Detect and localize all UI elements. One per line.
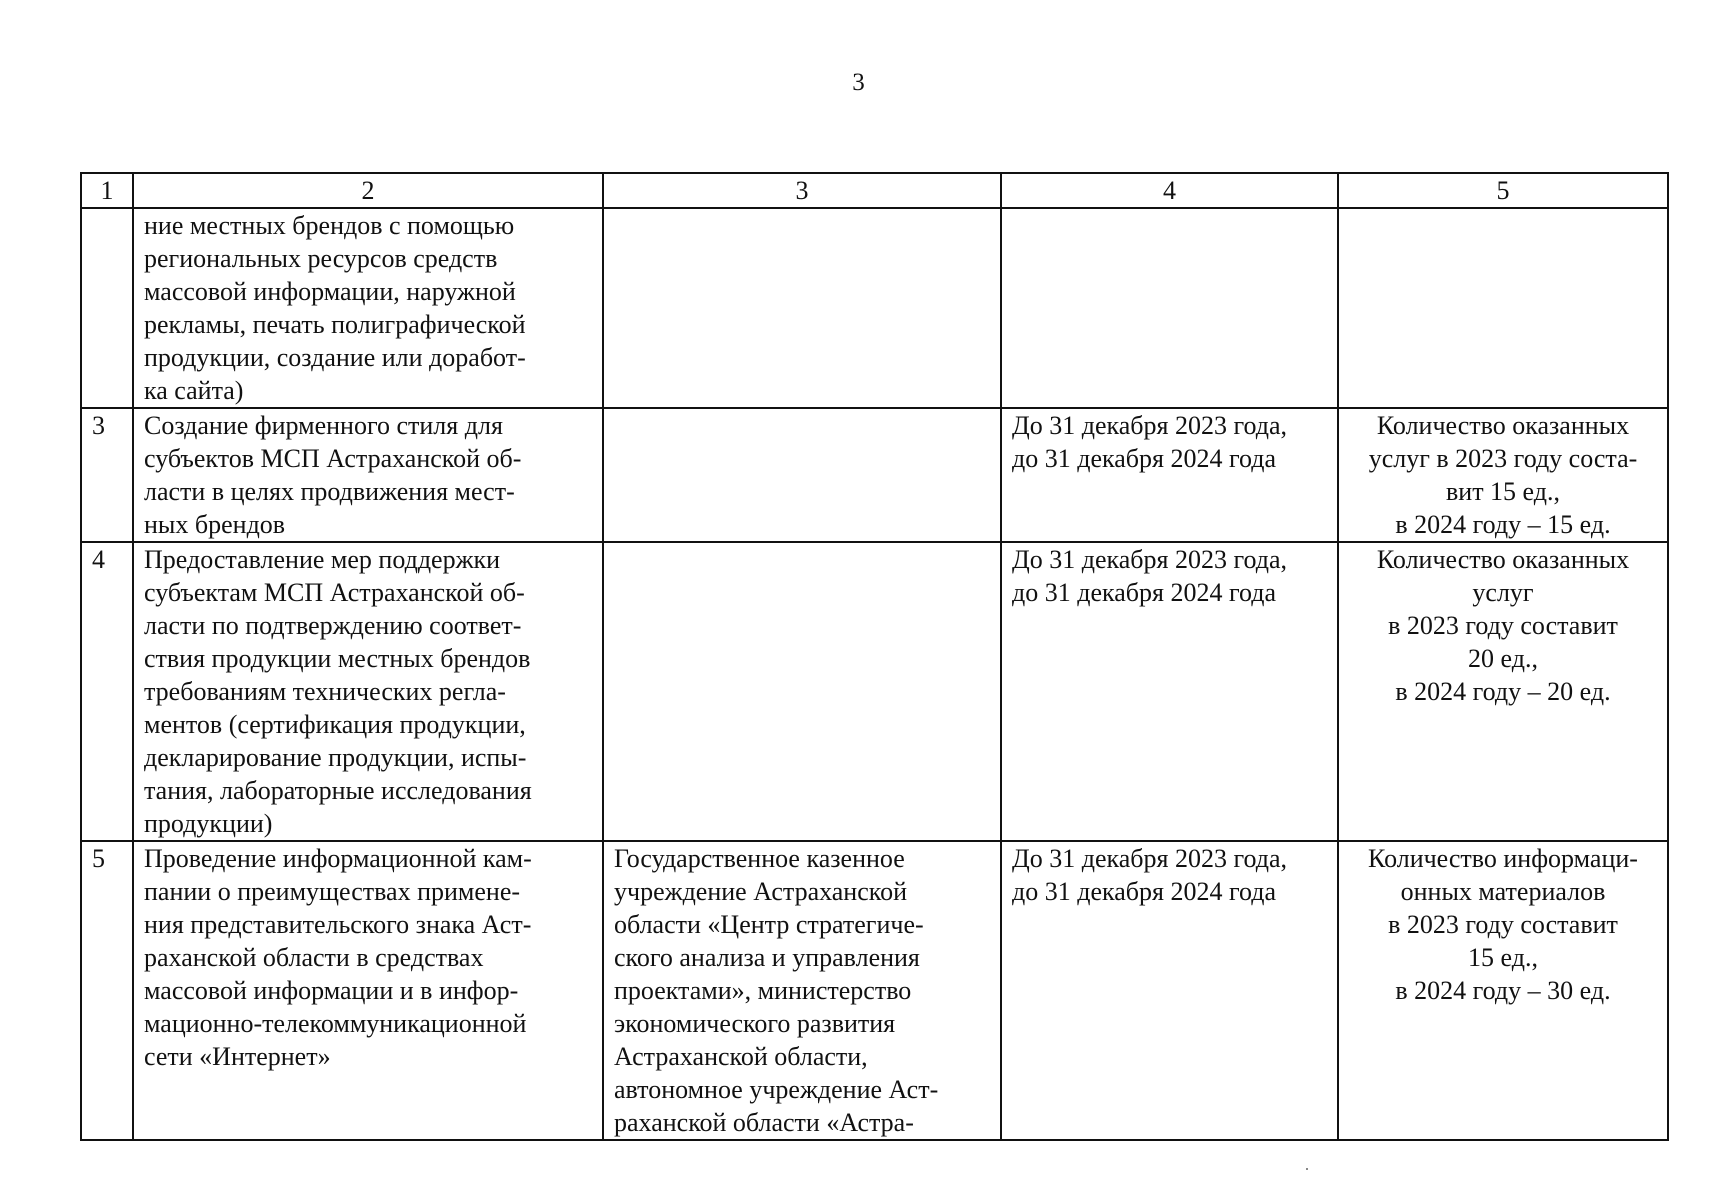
text-line: декларирование продукции, испы- (144, 743, 527, 772)
text-line: экономического развития (614, 1009, 896, 1038)
text-line: Количество информаци- (1368, 844, 1638, 873)
text-line: пании о преимуществах примене- (144, 877, 521, 906)
text-line: Количество оказанных (1376, 411, 1630, 440)
measure-description (133, 841, 603, 1140)
text-line: тания, лабораторные исследования (144, 776, 532, 805)
executor-cell (603, 841, 1001, 1140)
text-line: раханской области «Астра- (614, 1108, 914, 1137)
text-line: субъектам МСП Астраханской об- (144, 578, 525, 607)
measure-description (133, 408, 603, 542)
text-line: в 2023 году составит (1388, 910, 1618, 939)
text-line: в 2024 году – 20 ед. (1395, 677, 1611, 706)
text-line: проектами», министерство (614, 976, 912, 1005)
text-line: до 31 декабря 2024 года (1012, 877, 1276, 906)
text-line: в 2024 году – 30 ед. (1395, 976, 1611, 1005)
text-line: до 31 декабря 2024 года (1012, 578, 1276, 607)
result-cell (1338, 841, 1668, 1140)
text-line: требованиям технических регла- (144, 677, 506, 706)
text-line: до 31 декабря 2024 года (1012, 444, 1276, 473)
text-line: в 2023 году составит (1388, 611, 1618, 640)
row-number (81, 208, 133, 408)
text-line: До 31 декабря 2023 года, (1012, 411, 1288, 440)
text-line: субъектов МСП Астраханской об- (144, 444, 522, 473)
header-col-2: 2 (133, 173, 603, 208)
table-header-row (81, 173, 1668, 208)
measure-description (133, 542, 603, 841)
text-line: До 31 декабря 2023 года, (1012, 545, 1288, 574)
header-col-3: 3 (603, 173, 1001, 208)
text-line: услуг в 2023 году соста- (1368, 444, 1638, 473)
row-number: 4 (81, 542, 133, 841)
row-number: 3 (81, 408, 133, 542)
scan-speck (1306, 1168, 1308, 1170)
text-line: учреждение Астраханской (614, 877, 907, 906)
text-line: в 2024 году – 15 ед. (1395, 510, 1611, 539)
header-col-1: 1 (81, 173, 133, 208)
text-line: ментов (сертификация продукции, (144, 710, 526, 739)
text-line: Астраханской области, (614, 1042, 868, 1071)
text-line: продукции, создание или доработ- (144, 343, 526, 372)
text-line: вит 15 ед., (1446, 477, 1560, 506)
text-line: До 31 декабря 2023 года, (1012, 844, 1288, 873)
text-line: Создание фирменного стиля для (144, 411, 503, 440)
text-line: массовой информации и в инфор- (144, 976, 519, 1005)
text-line: Государственное казенное (614, 844, 905, 873)
table-row (81, 208, 1668, 408)
text-line: ласти в целях продвижения мест- (144, 477, 515, 506)
executor-cell (603, 408, 1001, 542)
header-col-4: 4 (1001, 173, 1338, 208)
text-line: 15 ед., (1468, 943, 1538, 972)
page-number: 3 (852, 69, 865, 96)
header-col-5: 5 (1338, 173, 1668, 208)
text-line: ния представительского знака Аст- (144, 910, 532, 939)
deadline-cell (1001, 408, 1338, 542)
text-line: ных брендов (144, 510, 286, 539)
text-line: Проведение информационной кам- (144, 844, 532, 873)
text-line: массовой информации, наружной (144, 277, 516, 306)
result-cell (1338, 208, 1668, 408)
table-row (81, 408, 1668, 542)
text-line: ние местных брендов с помощью (144, 211, 515, 240)
text-line: ка сайта) (144, 376, 244, 405)
plan-table (80, 172, 1669, 1141)
result-cell (1338, 542, 1668, 841)
text-line: услуг (1472, 578, 1534, 607)
text-line: автономное учреждение Аст- (614, 1075, 939, 1104)
executor-cell (603, 542, 1001, 841)
table-row (81, 542, 1668, 841)
text-line: области «Центр стратегиче- (614, 910, 924, 939)
deadline-cell (1001, 542, 1338, 841)
text-line: Количество оказанных (1376, 545, 1630, 574)
text-line: ского анализа и управления (614, 943, 920, 972)
measure-description (133, 208, 603, 408)
text-line: сети «Интернет» (144, 1042, 331, 1071)
row-number: 5 (81, 841, 133, 1140)
table-row (81, 841, 1668, 1140)
deadline-cell (1001, 841, 1338, 1140)
text-line: Предоставление мер поддержки (144, 545, 501, 574)
text-line: онных материалов (1400, 877, 1606, 906)
text-line: ствия продукции местных брендов (144, 644, 531, 673)
text-line: раханской области в средствах (144, 943, 484, 972)
text-line: 20 ед., (1468, 644, 1538, 673)
text-line: мационно-телекоммуникационной (144, 1009, 527, 1038)
text-line: ласти по подтверждению соответ- (144, 611, 522, 640)
executor-cell (603, 208, 1001, 408)
text-line: региональных ресурсов средств (144, 244, 498, 273)
result-cell (1338, 408, 1668, 542)
deadline-cell (1001, 208, 1338, 408)
text-line: рекламы, печать полиграфической (144, 310, 526, 339)
text-line: продукции) (144, 809, 273, 838)
